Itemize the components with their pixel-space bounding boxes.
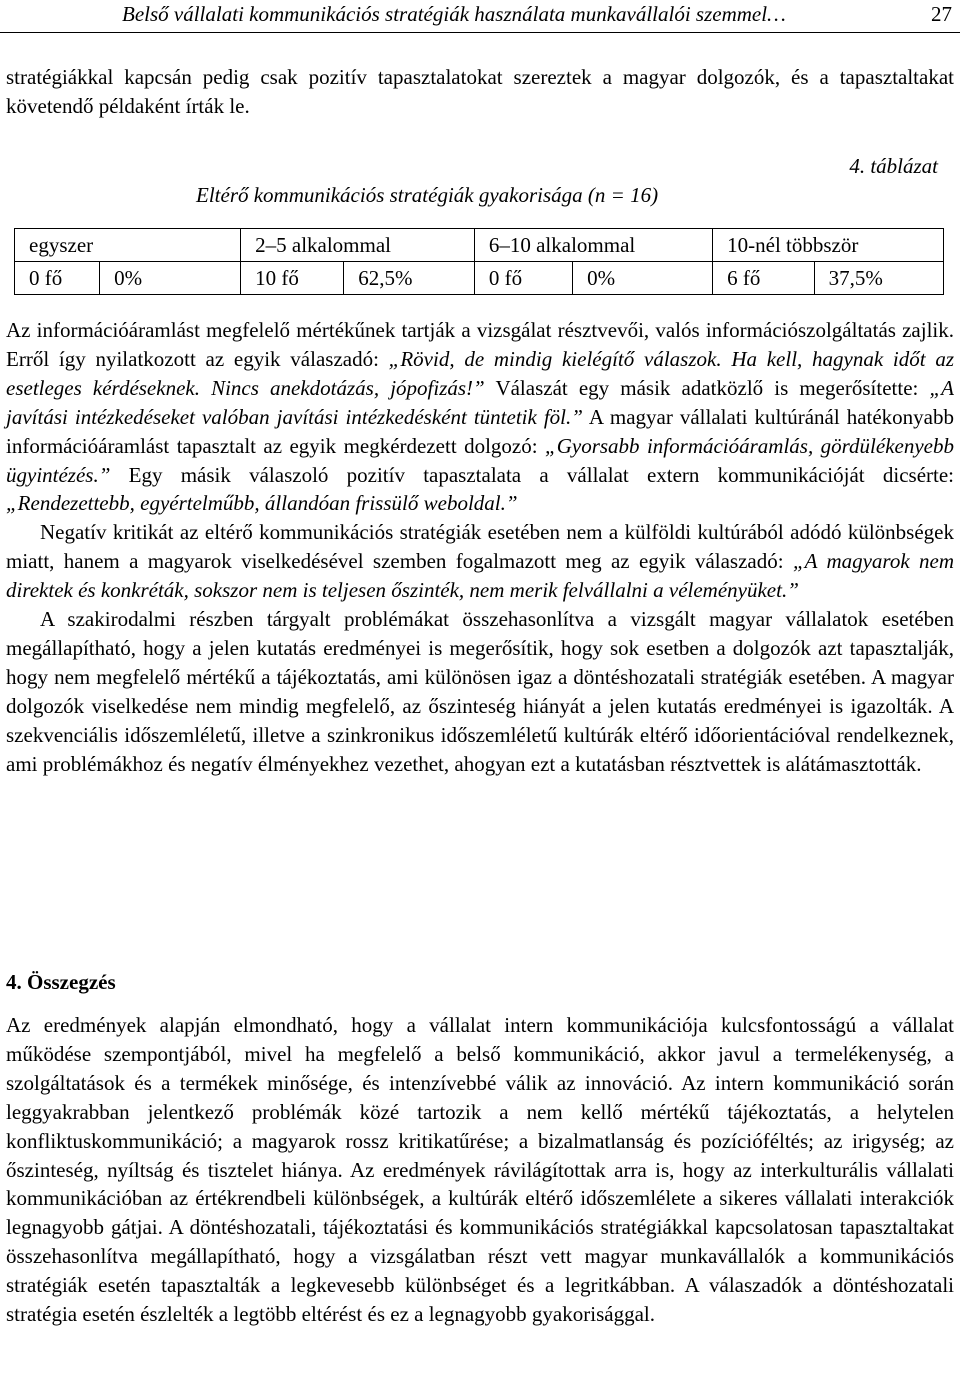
header-cell-once: egyszer xyxy=(15,229,241,262)
paragraph-text: A magyar vállalati kultúránál hatékonyabb információáramlást tapasztalt az egyik megkérdezett dolgozó: xyxy=(6,404,954,458)
header-cell-10-plus: 10-nél többször xyxy=(713,229,944,262)
paragraph-text: Egy másik válaszoló pozitív tapasztalata a vállalat extern kommunikációját dicsérte: xyxy=(110,462,954,487)
table-row xyxy=(15,262,944,295)
interview-quote: „Rövid, de mindig kielégítő válaszok. Ha kell, hagynak időt az esetleges kérdéseknek. Nincs anekdotázás, jópofizás!” xyxy=(6,346,954,400)
findings-paragraph-2 xyxy=(6,518,954,605)
summary-paragraph: Az eredmények alapján elmondható, hogy a vállalat intern kommunikációja kulcsfontosságú a vállalat működése szempontjából, mivel ha megfelelő a belső kommunikáció, akkor javul a termelékenység, a szolgáltatások és a termékek minősége, és intenzívebbé válik az innováció. Az intern kommunikáció során leggyakrabban jelentkező problémák közé tartozik a nem kellő mértékű tájékoztatás, a helytelen konfliktuskommunikáció; a magyarok rossz kritikatűrése; a bizalmatlanság és pozícióféltés; az irigység; az őszinteség, nyíltság és tisztelet hiánya. Az eredmények rávilágítottak arra is, hogy az interkulturális vállalati kommunikációban az értékrendbeli különbségek, a kultúrák eltérő időszemlélete a sikeres vállalati interakciók legnagyobb gátjai. A döntéshozatali, tájékoztatási és kommunikációs stratégiákkal kapcsolatosan tapasztaltakat összehasonlítva megállapítható, hogy a vizsgálatban részt vett magyar munkavállalók a kommunikációs stratégiák esetén tapasztalták a legkevesebb különbséget és a legritkábban. A válaszadók a döntéshozatali stratégia esetén észlelték a legtöbb eltérést és ez a legnagyobb gyakorisággal. xyxy=(6,1013,954,1327)
table-label: 4. táblázat xyxy=(849,154,938,178)
findings-section xyxy=(6,316,954,779)
findings-paragraph-1 xyxy=(6,316,954,518)
interview-quote: „A magyarok nem direktek és konkréták, sokszor nem is teljesen őszinték, nem merik felvállalni a véleményüket.” xyxy=(6,549,954,603)
table-cell: 37,5% xyxy=(814,262,943,295)
table-cell: 10 fő xyxy=(241,262,344,295)
table-header-row xyxy=(15,229,944,262)
interview-quote: „A javítási intézkedéseket valóban javítási intézkedésként tüntetik föl.” xyxy=(6,375,954,429)
paragraph-text: Negatív kritikát az eltérő kommunikációs stratégiák esetében nem a külföldi kultúrából adódó különbségek miatt, hanem a magyarok viselkedésével szemben fogalmazott meg az egyik válaszadó: xyxy=(6,520,954,574)
running-header xyxy=(0,0,960,33)
header-title: Belső vállalati kommunikációs stratégiák használata munkavállalói szemmel… xyxy=(122,2,786,26)
table-cell: 62,5% xyxy=(344,262,475,295)
summary-section xyxy=(6,1011,954,1329)
table-cell: 0 fő xyxy=(15,262,100,295)
interview-quote: „Rendezettebb, egyértelműbb, állandóan frissülő weboldal.” xyxy=(6,491,518,516)
intro-paragraph: stratégiákkal kapcsán pedig csak pozitív tapasztalatokat szereztek a magyar dolgozók, és a tapasztaltakat követendő példaként írták le. xyxy=(6,65,954,118)
paragraph-text: Az információáramlást megfelelő mértékűnek tartják a vizsgálat résztvevői, valós információszolgáltatás zajlik. Erről így nyilatkozott az egyik válaszadó: xyxy=(6,318,954,371)
table-cell: 6 fő xyxy=(713,262,814,295)
findings-paragraph-3: A szakirodalmi részben tárgyalt problémákat összehasonlítva a vizsgált magyar vállalatok esetében megállapítható, hogy a jelen kutatás eredményei is megerősítik, hogy sok esetben a dolgozók azt tapasztalják, hogy nem megfelelő mértékű a tájékoztatás, ami különösen igaz a döntéshozatali stratégiák esetében. A magyar dolgozók viselkedése nem mindig megfelelő, az őszinteség hiányát a jelen kutatás eredményei is igazolták. A szekvenciális időszemléletű, illetve a szinkronikus időszemléletű kultúrák eltérő időorientációval rendelkeznek, ami problémákhoz és negatív élményekhez vezethet, ahogyan ezt a kutatásban résztvettek is alátámasztották. xyxy=(6,607,954,776)
frequency-table xyxy=(14,228,944,295)
interview-quote: „Gyorsabb információáramlás, gördülékenyebb ügyintézés.” xyxy=(6,433,954,487)
table-cell: 0% xyxy=(100,262,241,295)
page-number: 27 xyxy=(931,2,952,26)
paragraph-text: Válaszát egy másik adatközlő is megerősítette: xyxy=(484,375,930,400)
header-cell-6-10: 6–10 alkalommal xyxy=(474,229,712,262)
table-caption: Eltérő kommunikációs stratégiák gyakorisága (n = 16) xyxy=(196,183,659,207)
table-cell: 0% xyxy=(573,262,713,295)
section-heading: 4. Összegzés xyxy=(6,970,116,994)
table-cell: 0 fő xyxy=(474,262,572,295)
header-cell-2-5: 2–5 alkalommal xyxy=(241,229,475,262)
